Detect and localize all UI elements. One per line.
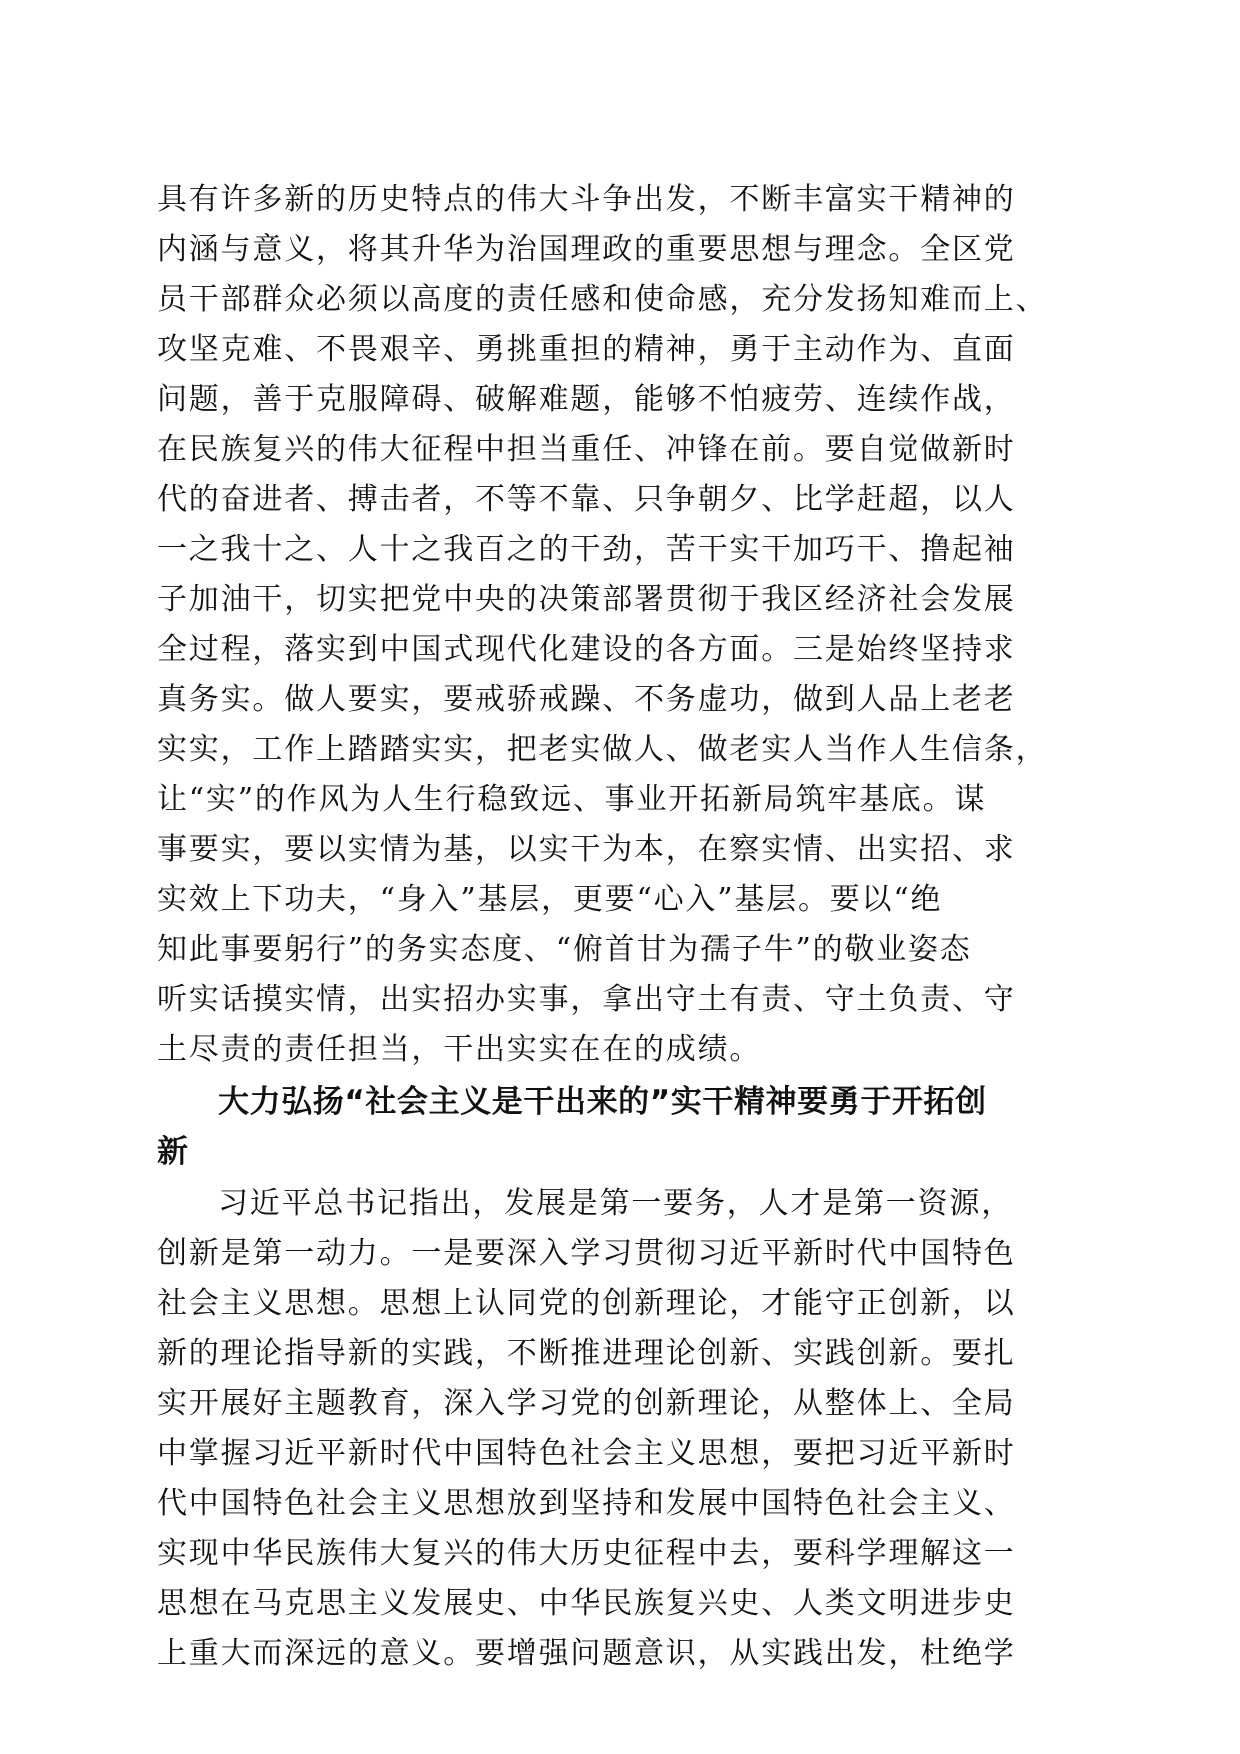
- section-heading-continued: 新: [157, 1134, 189, 1170]
- paragraph-2-line: 实开展好主题教育，深入学习党的创新理论，从整体上、全局: [157, 1386, 1016, 1421]
- paragraph-2-line: 中掌握习近平新时代中国特色社会主义思想，要把习近平新时: [157, 1436, 1016, 1471]
- paragraph-1-line: 在民族复兴的伟大征程中担当重任、冲锋在前。要自觉做新时: [157, 432, 1016, 467]
- paragraph-1-line: 听实话摸实情，出实招办实事，拿出守土有责、守土负责、守: [157, 982, 1016, 1017]
- paragraph-1-line: 让“实”的作风为人生行稳致远、事业开拓新局筑牢基底。谋: [157, 782, 987, 817]
- paragraph-2-line: 习近平总书记指出，发展是第一要务，人才是第一资源，: [218, 1186, 1013, 1221]
- paragraph-2-line: 创新是第一动力。一是要深入学习贯彻习近平新时代中国特色: [157, 1236, 1016, 1271]
- paragraph-1-line: 问题，善于克服障碍、破解难题，能够不怕疲劳、连续作战，: [157, 382, 1016, 417]
- section-heading: 大力弘扬“社会主义是干出来的”实干精神要勇于开拓创: [218, 1084, 987, 1120]
- paragraph-1-line: 实实，工作上踏踏实实，把老实做人、做老实人当作人生信条，: [157, 732, 1048, 767]
- paragraph-1-line: 代的奋进者、搏击者，不等不靠、只争朝夕、比学赶超，以人: [157, 482, 1016, 517]
- paragraph-1-line: 子加油干，切实把党中央的决策部署贯彻于我区经济社会发展: [157, 582, 1016, 617]
- paragraph-1-line: 事要实，要以实情为基，以实干为本，在察实情、出实招、求: [157, 832, 1016, 867]
- paragraph-1-line: 全过程，落实到中国式现代化建设的各方面。三是始终坚持求: [157, 632, 1016, 667]
- paragraph-1-line: 真务实。做人要实，要戒骄戒躁、不务虚功，做到人品上老老: [157, 682, 1016, 717]
- paragraph-2-line: 上重大而深远的意义。要增强问题意识，从实践出发，杜绝学: [157, 1636, 1016, 1671]
- paragraph-1-line: 知此事要躬行”的务实态度、“俯首甘为孺子牛”的敬业姿态: [157, 932, 972, 967]
- paragraph-2-line: 社会主义思想。思想上认同党的创新理论，才能守正创新，以: [157, 1286, 1016, 1321]
- paragraph-1-line: 员干部群众必须以高度的责任感和使命感，充分发扬知难而上、: [157, 282, 1048, 317]
- paragraph-1-line: 内涵与意义，将其升华为治国理政的重要思想与理念。全区党: [157, 232, 1016, 267]
- paragraph-2-line: 新的理论指导新的实践，不断推进理论创新、实践创新。要扎: [157, 1336, 1016, 1371]
- paragraph-2-line: 代中国特色社会主义思想放到坚持和发展中国特色社会主义、: [157, 1486, 1016, 1521]
- paragraph-2-line: 实现中华民族伟大复兴的伟大历史征程中去，要科学理解这一: [157, 1536, 1016, 1571]
- paragraph-1-line: 实效上下功夫，“身入”基层，更要“心入”基层。要以“绝: [157, 882, 943, 917]
- paragraph-1-line: 具有许多新的历史特点的伟大斗争出发，不断丰富实干精神的: [157, 182, 1016, 217]
- paragraph-1-line: 一之我十之、人十之我百之的干劲，苦干实干加巧干、撸起袖: [157, 532, 1016, 567]
- paragraph-2-line: 思想在马克思主义发展史、中华民族复兴史、人类文明进步史: [157, 1586, 1016, 1621]
- paragraph-1-line: 土尽责的责任担当，干出实实在在的成绩。: [157, 1032, 762, 1067]
- paragraph-1-line: 攻坚克难、不畏艰辛、勇挑重担的精神，勇于主动作为、直面: [157, 332, 1016, 367]
